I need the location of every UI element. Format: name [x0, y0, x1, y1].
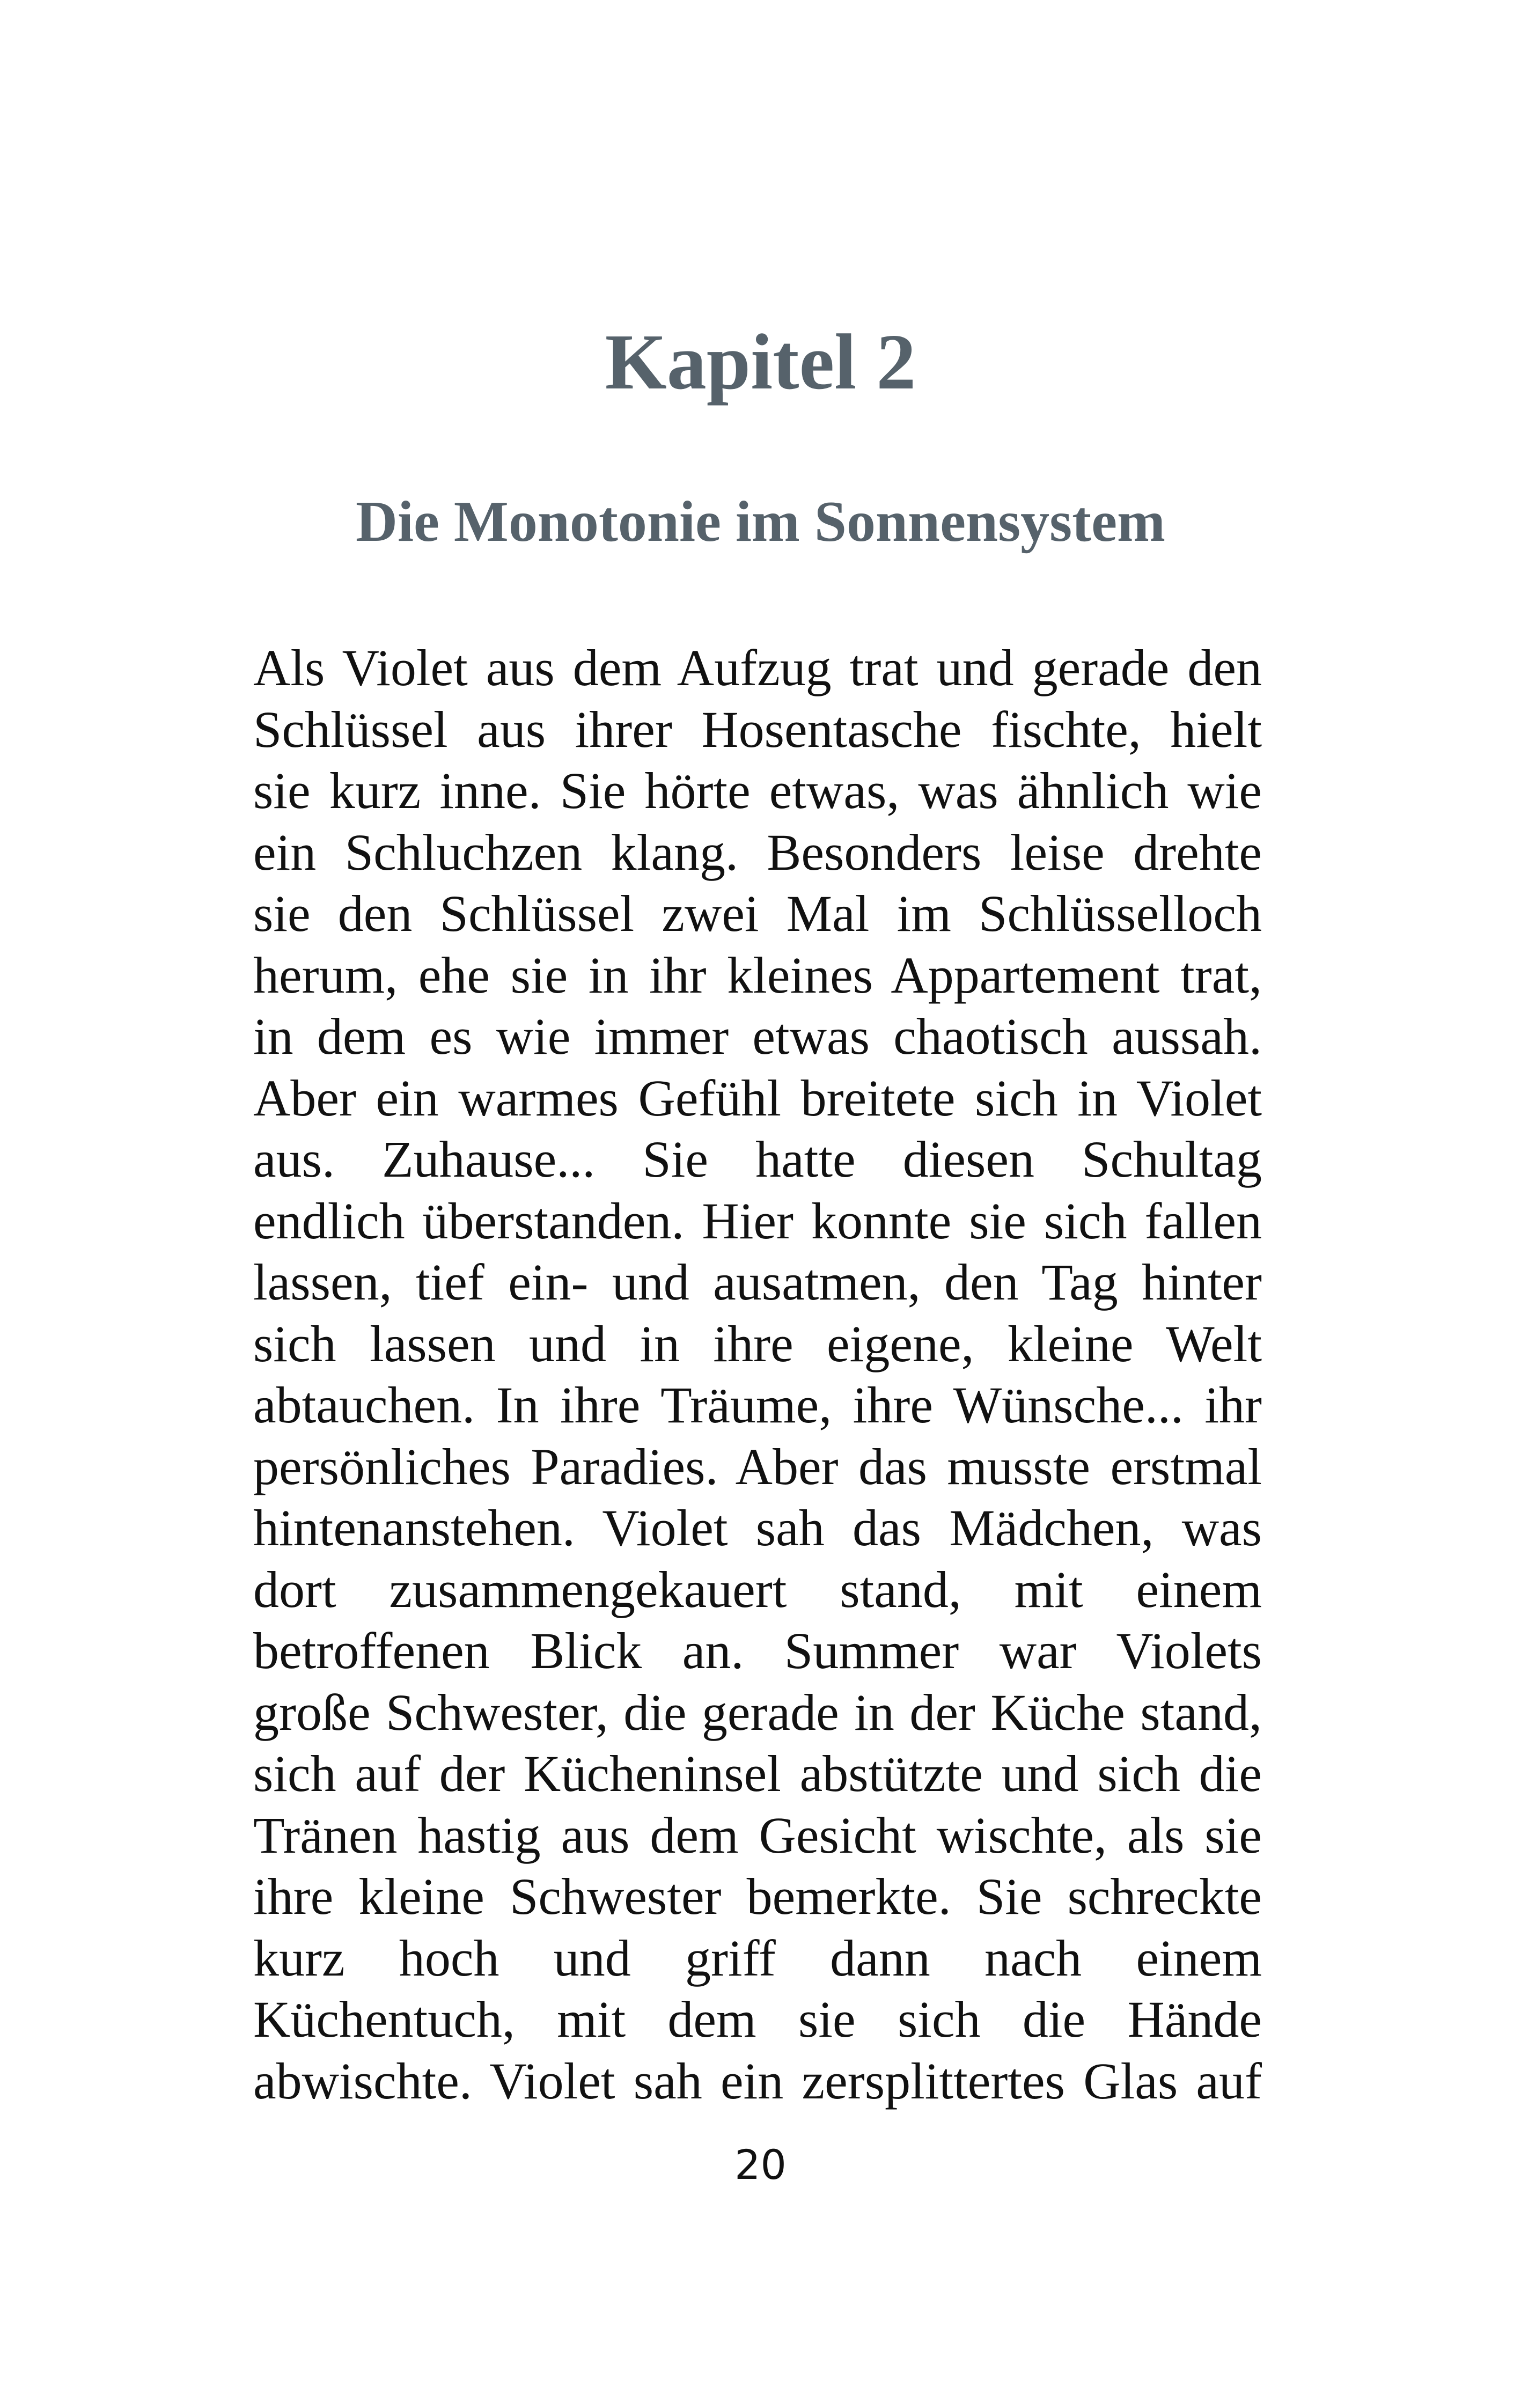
text-line: Küchentuch, mit dem sie sich die Hände	[253, 1991, 1262, 2048]
text-line: lassen, tief ein- und ausatmen, den Tag hinter	[253, 1253, 1262, 1311]
chapter-title: Kapitel 2	[605, 318, 916, 406]
text-line: in dem es wie immer etwas chaotisch aussah.	[253, 1008, 1262, 1065]
text-line: endlich überstanden. Hier konnte sie sich fallen	[253, 1192, 1262, 1250]
chapter-subtitle: Die Monotonie im Sonnensystem	[356, 490, 1165, 554]
text-line: Als Violet aus dem Aufzug trat und gerade den	[253, 639, 1262, 696]
text-line: hintenanstehen. Violet sah das Mädchen, was	[253, 1499, 1262, 1557]
text-line: herum, ehe sie in ihr kleines Appartement trat,	[253, 946, 1262, 1004]
text-line: abwischte. Violet sah ein zersplittertes Glas auf	[253, 2052, 1262, 2110]
text-line: sich lassen und in ihre eigene, kleine Welt	[253, 1315, 1262, 1372]
text-line: kurz hoch und griff dann nach einem	[253, 1929, 1262, 1987]
text-line: persönliches Paradies. Aber das musste erstmal	[253, 1437, 1262, 1495]
text-line: ein Schluchzen klang. Besonders leise drehte	[253, 823, 1262, 881]
text-line: sie kurz inne. Sie hörte etwas, was ähnlich wie	[253, 762, 1262, 819]
text-line: dort zusammengekauert stand, mit einem	[253, 1560, 1262, 1618]
text-line: große Schwester, die gerade in der Küche stand,	[253, 1683, 1262, 1741]
body-text	[253, 637, 1262, 2112]
text-line: sie den Schlüssel zwei Mal im Schlüsselloch	[253, 885, 1262, 942]
page-number: 20	[734, 2141, 787, 2189]
text-line: abtauchen. In ihre Träume, ihre Wünsche... ihr	[253, 1376, 1262, 1434]
text-line: Tränen hastig aus dem Gesicht wischte, als sie	[253, 1806, 1262, 1864]
text-line: betroffenen Blick an. Summer war Violets	[253, 1622, 1262, 1679]
text-line: ihre kleine Schwester bemerkte. Sie schreckte	[253, 1868, 1262, 1925]
text-line: sich auf der Kücheninsel abstützte und sich die	[253, 1745, 1262, 1802]
text-line: aus. Zuhause... Sie hatte diesen Schultag	[253, 1130, 1262, 1188]
text-line: Schlüssel aus ihrer Hosentasche fischte, hielt	[253, 700, 1262, 758]
text-line: Aber ein warmes Gefühl breitete sich in Violet	[253, 1069, 1262, 1127]
